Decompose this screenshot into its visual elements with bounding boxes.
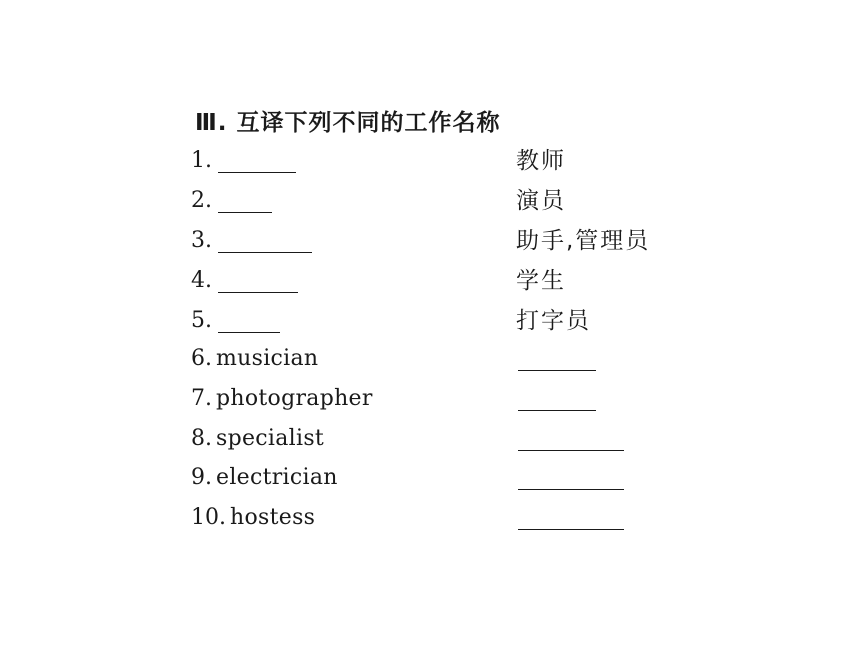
- answer-blank[interactable]: [518, 384, 596, 411]
- question-number: 8.: [191, 426, 212, 451]
- chinese-job-name: 助手,管理员: [516, 228, 651, 254]
- question-row-4: [0, 266, 860, 306]
- question-number: 4.: [191, 268, 212, 293]
- question-number: 10.: [191, 505, 226, 530]
- english-job-name: musician: [216, 346, 319, 371]
- answer-blank[interactable]: [518, 463, 624, 490]
- question-row-3: [0, 226, 860, 266]
- answer-blank[interactable]: [218, 146, 296, 173]
- question-row-7: [0, 384, 860, 424]
- question-number: 3.: [191, 228, 212, 253]
- chinese-job-name: 教师: [516, 148, 566, 174]
- chinese-job-name: 学生: [516, 268, 566, 294]
- question-row-1: [0, 146, 860, 186]
- english-job-name: specialist: [216, 426, 325, 451]
- answer-blank[interactable]: [518, 344, 596, 371]
- answer-blank[interactable]: [518, 424, 624, 451]
- question-number: 2.: [191, 188, 212, 213]
- question-row-2: [0, 186, 860, 226]
- question-number: 1.: [191, 148, 212, 173]
- question-row-5: [0, 306, 860, 346]
- question-row-9: [0, 463, 860, 503]
- english-job-name: photographer: [216, 386, 373, 411]
- answer-blank[interactable]: [218, 226, 312, 253]
- english-job-name: electrician: [216, 465, 338, 490]
- question-number: 7.: [191, 386, 212, 411]
- question-row-8: [0, 424, 860, 464]
- chinese-job-name: 演员: [516, 188, 566, 214]
- question-number: 9.: [191, 465, 212, 490]
- answer-blank[interactable]: [218, 266, 298, 293]
- answer-blank[interactable]: [518, 503, 624, 530]
- question-row-10: [0, 503, 860, 543]
- question-row-6: [0, 344, 860, 384]
- answer-blank[interactable]: [218, 306, 280, 333]
- question-number: 6.: [191, 346, 212, 371]
- question-number: 5.: [191, 308, 212, 333]
- answer-blank[interactable]: [218, 186, 272, 213]
- english-job-name: hostess: [230, 505, 316, 530]
- section-heading: Ⅲ. 互译下列不同的工作名称: [195, 110, 501, 136]
- chinese-job-name: 打字员: [516, 308, 591, 334]
